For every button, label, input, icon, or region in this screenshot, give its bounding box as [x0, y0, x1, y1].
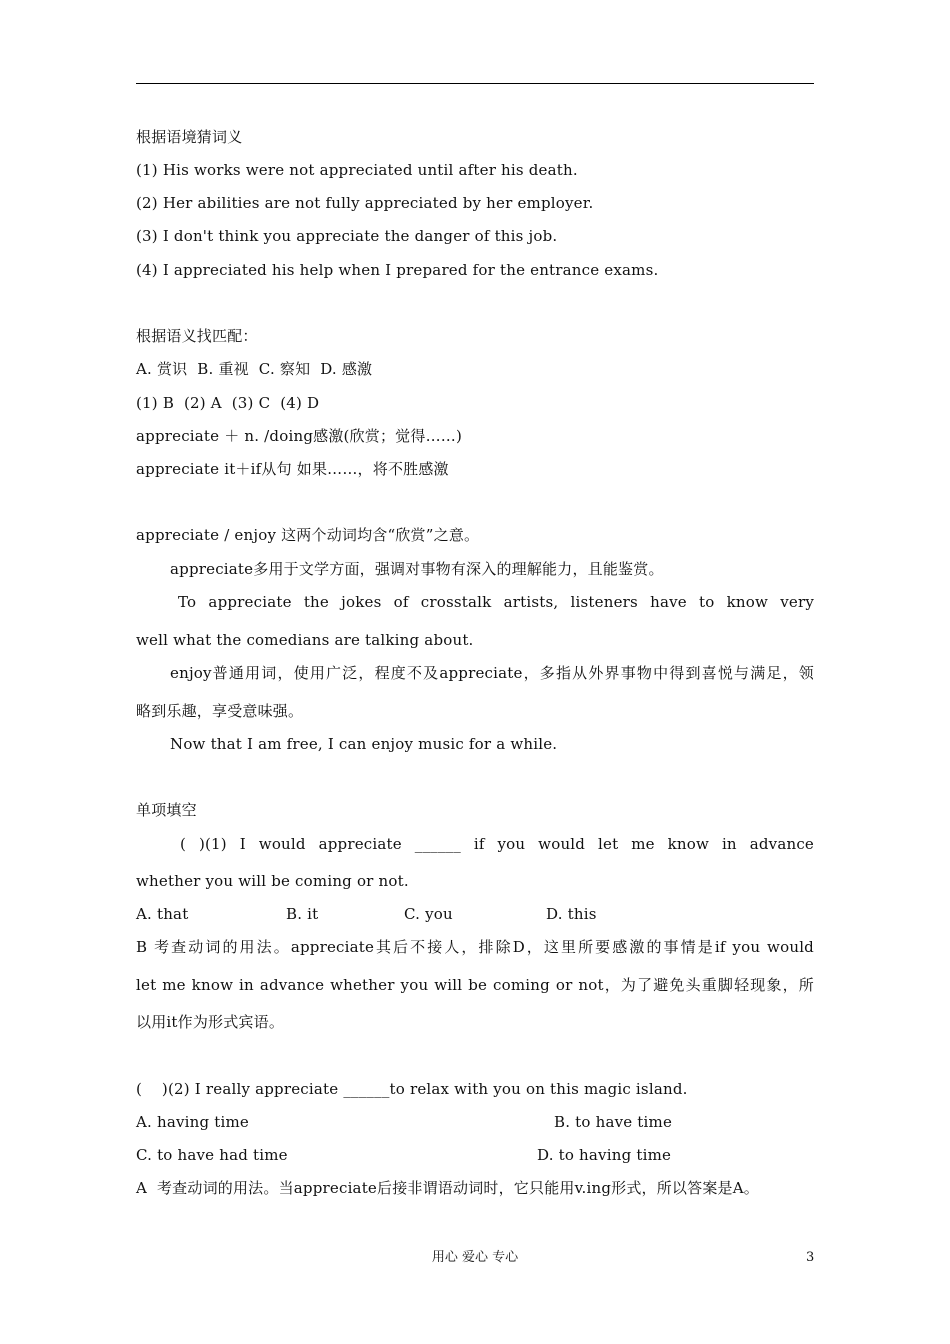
- section-title-choice: 单项填空: [136, 801, 197, 819]
- answer-1-line-1: B 考查动词的用法。appreciate其后不接人，排除D，这里所要感激的事情是if you would: [136, 938, 814, 956]
- example-1-line-2: well what the comedians are talking about.: [136, 631, 474, 649]
- comparison-intro: appreciate / enjoy 这两个动词均含“欣赏”之意。: [136, 526, 480, 544]
- enjoy-note-line-1: enjoy普通用词，使用广泛，程度不及appreciate，多指从外界事物中得到喜悦与满足，领: [170, 664, 814, 682]
- sentence-4: (4) I appreciated his help when I prepared for the entrance exams.: [136, 261, 659, 279]
- q1-option-a: A. that: [136, 905, 189, 923]
- sentence-2: (2) Her abilities are not fully appreciated by her employer.: [136, 194, 594, 212]
- sentence-3: (3) I don't think you appreciate the danger of this job.: [136, 227, 558, 245]
- q2-option-a: A. having time: [136, 1113, 250, 1131]
- match-options: A. 赏识 B. 重视 C. 察知 D. 感激: [136, 360, 373, 378]
- page-number: 3: [806, 1250, 815, 1265]
- section-title-guess: 根据语境猜词义: [136, 128, 243, 146]
- sentence-1: (1) His works were not appreciated until after his death.: [136, 161, 578, 179]
- usage-2: appreciate it＋if从句 如果……，将不胜感激: [136, 460, 449, 478]
- q2-option-d: D. to having time: [537, 1146, 672, 1164]
- header-rule: [136, 83, 814, 84]
- answer-1-line-2: let me know in advance whether you will be coming or not，为了避免头重脚轻现象，所: [136, 976, 814, 994]
- usage-1: appreciate ＋ n. /doing感激(欣赏；觉得……): [136, 427, 463, 445]
- section-title-match: 根据语义找匹配：: [136, 327, 258, 345]
- example-2: Now that I am free, I can enjoy music for a while.: [170, 735, 558, 753]
- match-answers: (1) B (2) A (3) C (4) D: [136, 394, 320, 412]
- example-1-line-1: To appreciate the jokes of crosstalk artists, listeners have to know very: [178, 593, 814, 611]
- q2-option-b: B. to have time: [554, 1113, 673, 1131]
- appreciate-note: appreciate多用于文学方面，强调对事物有深入的理解能力，且能鉴赏。: [170, 560, 664, 578]
- answer-2: A 考查动词的用法。当appreciate后接非谓语动词时，它只能用v.ing形式，所以答案是A。: [136, 1179, 759, 1197]
- footer-slogan: 用心 爱心 专心: [431, 1250, 519, 1265]
- question-1-line-1: ( )(1) I would appreciate ______ if you would let me know in advance: [180, 835, 814, 853]
- q1-option-c: C. you: [404, 905, 453, 923]
- q1-option-d: D. this: [546, 905, 597, 923]
- answer-1-line-3: 以用it作为形式宾语。: [136, 1013, 285, 1031]
- q1-option-b: B. it: [286, 905, 319, 923]
- question-1-line-2: whether you will be coming or not.: [136, 872, 409, 890]
- q2-option-c: C. to have had time: [136, 1146, 288, 1164]
- enjoy-note-line-2: 略到乐趣，享受意味强。: [136, 702, 304, 720]
- question-2: ( )(2) I really appreciate ______to relax with you on this magic island.: [136, 1080, 688, 1098]
